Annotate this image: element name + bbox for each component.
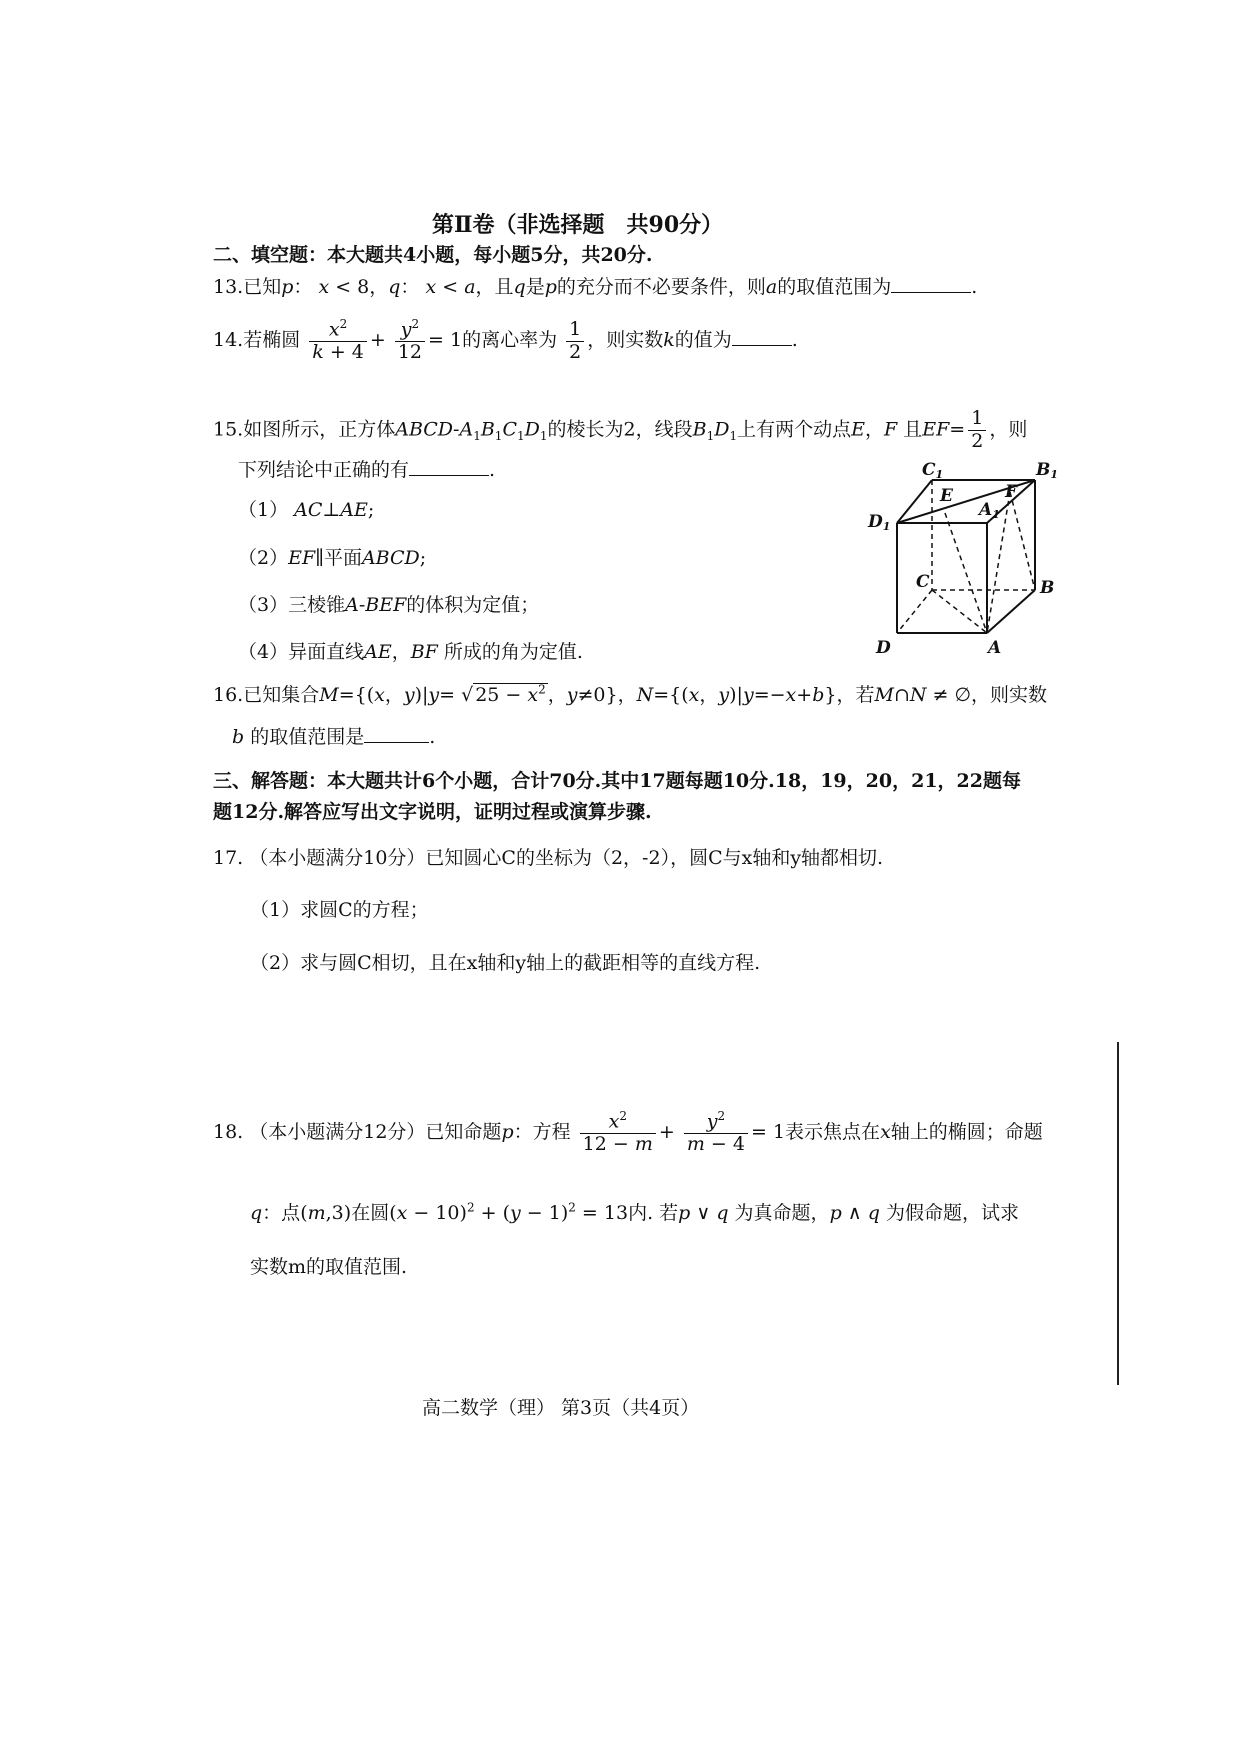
label-b: B bbox=[1040, 578, 1055, 598]
question-15-option-4: （4）异面直线AE，BF 所成的角为定值. bbox=[238, 641, 583, 663]
cube-figure bbox=[860, 455, 1070, 660]
question-14: 14.若椭圆 $\frac{x^2}{k + 4}$ + $\frac{y^2}{12}$ = 1的离心率为 $\frac{1}{2}$ ，则实数k的值为 . bbox=[213, 317, 798, 364]
question-18-line3: 实数m的取值范围. bbox=[250, 1256, 408, 1278]
section-title: 第Ⅱ卷（非选择题 共90分） bbox=[432, 212, 724, 238]
label-c: C bbox=[916, 572, 930, 592]
label-d1: D1 bbox=[868, 512, 891, 533]
label-c1: C1 bbox=[922, 460, 944, 481]
label-a: A bbox=[988, 638, 1002, 658]
page-footer: 高二数学（理） 第3页（共4页） bbox=[422, 1397, 700, 1419]
question-15-line2: 下列结论中正确的有 . bbox=[238, 459, 496, 481]
fill-in-heading: 二、填空题：本大题共4小题，每小题5分，共20分. bbox=[213, 244, 653, 266]
question-15-option-1: （1） AC⊥AE; bbox=[238, 499, 375, 521]
label-f: F bbox=[1005, 482, 1018, 502]
label-a1: A1 bbox=[979, 500, 1000, 521]
question-15-option-3: （3）三棱锥A-BEF的体积为定值； bbox=[238, 594, 540, 616]
question-18-line2: q：点(m,3)在圆$(x - 10)^2 + (y - 1)^2 = 13$内. 若p ∨ q 为真命题，p ∧ q 为假命题，试求 bbox=[250, 1200, 1019, 1224]
question-16: 16.已知集合M={(x，y)|y= √ $25 - x^2$ ，y≠0}，N={(x，y)|y=−x+b}，若M∩N ≠ ∅，则实数 bbox=[213, 682, 1048, 706]
question-15-stem: 15.如图所示，正方体ABCD-$A_1B_1C_1D_1$的棱长为2，线段$B_1D_1$上有两个动点E，F 且EF= $\frac{1}{2}$ ，则 bbox=[213, 407, 1028, 452]
answer-section-heading-1: 三、解答题：本大题共计6个小题，合计70分.其中17题每题10分.18，19，20，21，22题每 bbox=[213, 770, 1021, 792]
question-15-option-2: （2）EF∥平面ABCD; bbox=[238, 547, 427, 569]
question-18: 18. （本小题满分12分）已知命题p：方程 $\frac{x^2}{12 - m}$ + $\frac{y^2}{m - 4}$ = 1表示焦点在x轴上的椭圆；命题 bbox=[213, 1109, 1043, 1156]
label-b1: B1 bbox=[1036, 460, 1059, 481]
label-e: E bbox=[940, 486, 953, 506]
scan-edge-line bbox=[1117, 1042, 1119, 1385]
label-d: D bbox=[876, 638, 891, 658]
answer-section-heading-2: 题12分.解答应写出文字说明，证明过程或演算步骤. bbox=[213, 801, 652, 823]
question-13: 13.已知p： x < 8，q： x < a，且q是p的充分而不必要条件，则a的取值范围为 . bbox=[213, 276, 978, 298]
question-17-part-2: （2）求与圆C相切，且在x轴和y轴上的截距相等的直线方程. bbox=[250, 952, 761, 974]
question-17: 17. （本小题满分10分）已知圆心C的坐标为（2，-2），圆C与x轴和y轴都相切. bbox=[213, 847, 884, 869]
question-16-line2: b 的取值范围是 . bbox=[232, 726, 436, 748]
question-17-part-1: （1）求圆C的方程； bbox=[250, 899, 429, 921]
